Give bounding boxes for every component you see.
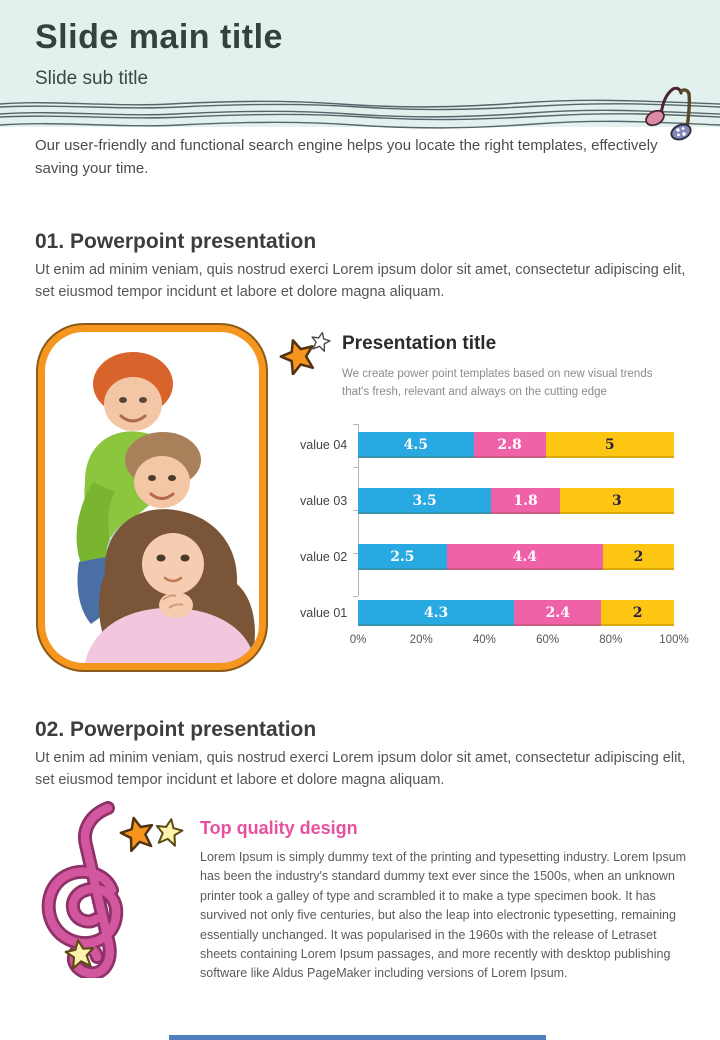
x-tick-label: 60% — [536, 634, 560, 646]
x-tick-label: 80% — [599, 634, 623, 646]
chart-category-label: value 02 — [300, 550, 348, 564]
wavy-staff-lines-icon — [0, 99, 720, 131]
section-1-heading: 01. Powerpoint presentation — [35, 230, 317, 253]
music-notes-icon — [638, 82, 702, 144]
section-1-body: Ut enim ad minim veniam, quis nostrud exerci Lorem ipsum dolor sit amet, consectetur adipiscing elit, set eiusmod tempor incidunt et labore et dolore magna aliquam. — [35, 262, 686, 300]
white-star-icon — [310, 331, 331, 352]
x-tick-label: 0% — [349, 634, 367, 646]
x-tick-label: 40% — [472, 634, 496, 646]
slide-sub-title: Slide sub title — [35, 68, 149, 89]
x-tick-label: 20% — [409, 634, 433, 646]
chart-bar-segment: 4.5 — [358, 432, 474, 458]
presentation-subtitle: We create power point templates based on new visual trends that's fresh, relevant and always on the cutting edge — [342, 368, 653, 398]
chart-axis-tick — [353, 424, 358, 425]
chart-axis-tick — [353, 467, 358, 468]
chart-bar-segment: 4.3 — [358, 600, 514, 626]
chart-bar-segment: 3.5 — [358, 488, 491, 514]
slide-main-title: Slide main title — [35, 18, 283, 56]
stacked-bar-chart — [300, 432, 689, 652]
children-photo — [45, 332, 259, 663]
chart-bar-segment: 2.4 — [514, 600, 601, 626]
chart-bar-segment: 2 — [603, 544, 674, 570]
chart-row — [300, 544, 674, 570]
children-photo-frame — [38, 325, 266, 670]
chart-category-label: value 01 — [300, 606, 348, 620]
chart-category-label: value 03 — [300, 494, 348, 508]
top-quality-body: Lorem Ipsum is simply dummy text of the printing and typesetting industry. Lorem Ipsum has been the industry's standard dummy text ever since the 1500s, when an unknown printer took a galley of type and scrambled it to make a type specimen book. It has survived not only five centuries, but also the leap into electronic typesetting, remaining essentially unchanged. It was popularised in the 1960s with the release of Letraset sheets containing Lorem Ipsum passages, and more recently with desktop publishing software like Aldus PageMaker including versions of Lorem Ipsum. — [200, 850, 687, 981]
pale-yellow-star-icon — [154, 817, 184, 847]
section-2-body: Ut enim ad minim veniam, quis nostrud exerci Lorem ipsum dolor sit amet, consectetur adipiscing elit, set eiusmod tempor incidunt et labore et dolore magna aliquam. — [35, 750, 686, 788]
top-quality-heading: Top quality design — [200, 818, 358, 838]
chart-category-label: value 04 — [300, 438, 348, 452]
chart-x-axis — [349, 634, 689, 652]
chart-bar-segment: 5 — [546, 432, 674, 458]
chart-bar-segment: 2.8 — [474, 432, 546, 458]
chart-axis-tick — [353, 596, 358, 597]
chart-bar-segment: 4.4 — [447, 544, 603, 570]
intro-text: Our user-friendly and functional search engine helps you locate the right templates, effectively saving your time. — [35, 137, 658, 178]
presentation-title: Presentation title — [342, 333, 497, 354]
chart-bar-segment: 1.8 — [491, 488, 560, 514]
chart-bar-segment: 2.5 — [358, 544, 447, 570]
section-2-heading: 02. Powerpoint presentation — [35, 718, 317, 741]
slide-header — [0, 0, 720, 127]
chart-bar-segment: 2 — [601, 600, 674, 626]
pale-yellow-star-icon — [64, 938, 96, 970]
orange-star-icon — [119, 815, 156, 852]
x-tick-label: 100% — [659, 634, 689, 646]
chart-bar-segment: 3 — [560, 488, 674, 514]
chart-row — [300, 600, 674, 626]
footer-accent-bar — [169, 1035, 546, 1040]
chart-row — [300, 432, 674, 458]
